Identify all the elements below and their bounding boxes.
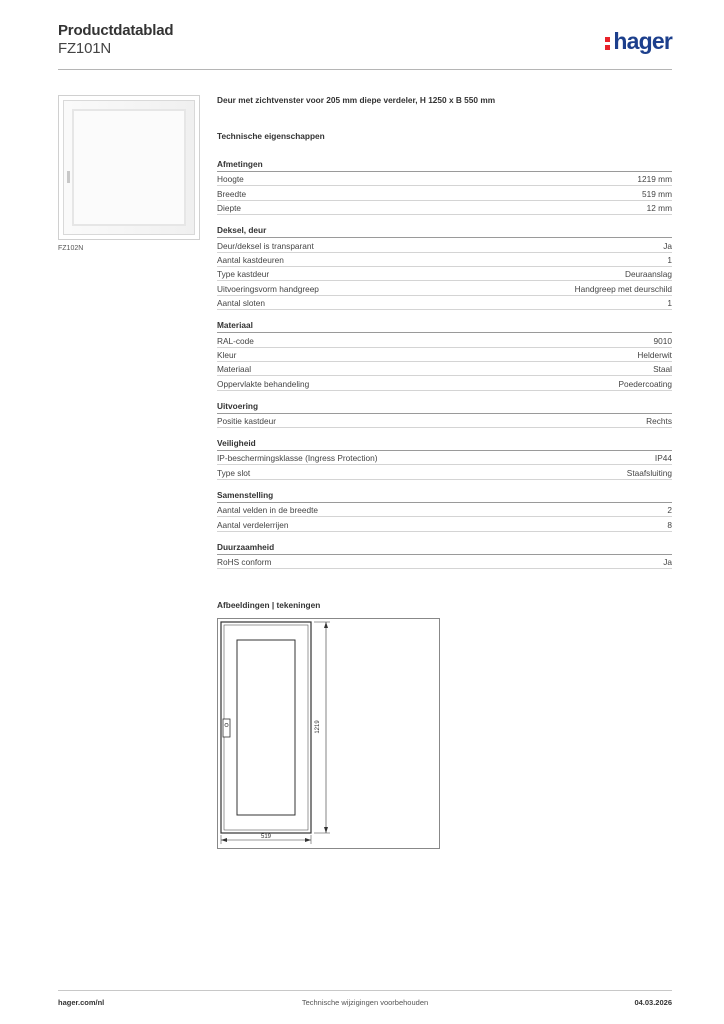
spec-value: Staafsluiting: [626, 467, 672, 478]
spec-sections: [217, 159, 672, 569]
spec-label: Materiaal: [217, 364, 252, 375]
spec-row: [217, 281, 672, 295]
spec-value: 9010: [653, 335, 672, 346]
tech-heading: Technische eigenschappen: [217, 131, 325, 141]
window-outline: [237, 640, 295, 815]
spec-row: [217, 296, 672, 310]
spec-value: 8: [667, 519, 672, 530]
footer-divider: [58, 990, 672, 991]
spec-value: Ja: [663, 240, 672, 251]
spec-row: [217, 253, 672, 267]
spec-section: [217, 438, 672, 480]
spec-label: RAL-code: [217, 335, 254, 346]
spec-label: Positie kastdeur: [217, 416, 277, 427]
door-window: [72, 109, 186, 226]
spec-row: [217, 451, 672, 465]
spec-section: [217, 542, 672, 569]
spec-value: Handgreep met deurschild: [574, 283, 672, 294]
spec-row: [217, 503, 672, 517]
lock-icon: [223, 719, 230, 737]
logo-text: hager: [613, 28, 672, 54]
spec-row: [217, 517, 672, 531]
spec-label: Type slot: [217, 467, 251, 478]
spec-value: Deuraanslag: [624, 269, 672, 280]
spec-row: [217, 201, 672, 215]
spec-section: [217, 225, 672, 310]
document-title: Productdatablad: [58, 22, 174, 39]
spec-value: 519 mm: [642, 188, 672, 199]
spec-section: [217, 159, 672, 215]
spec-section: [217, 490, 672, 532]
specifications: [217, 95, 672, 579]
spec-value: 12 mm: [646, 203, 672, 214]
page-header: [58, 22, 672, 70]
logo-mark-icon: [605, 33, 610, 50]
spec-label: Type kastdeur: [217, 269, 270, 280]
spec-label: Aantal velden in de breedte: [217, 505, 319, 516]
door-outline: [221, 622, 311, 833]
spec-label: Hoogte: [217, 174, 244, 185]
spec-label: Aantal sloten: [217, 298, 265, 309]
spec-row: [217, 376, 672, 390]
spec-label: Aantal kastdeuren: [217, 254, 284, 265]
door-image: [63, 100, 195, 235]
spec-value: Ja: [663, 557, 672, 568]
section-title: Afmetingen: [217, 159, 672, 172]
spec-section: [217, 320, 672, 391]
spec-label: Diepte: [217, 203, 241, 214]
drawings-title: Afbeeldingen | tekeningen: [217, 600, 321, 610]
section-title: Samenstelling: [217, 490, 672, 503]
spec-label: RoHS conform: [217, 557, 272, 568]
spec-value: 1: [667, 254, 672, 265]
spec-row: [217, 414, 672, 428]
technical-drawing: [217, 618, 440, 849]
spec-value: Helderwit: [637, 349, 672, 360]
spec-row: [217, 172, 672, 186]
thumbnail-caption: FZ102N: [58, 245, 84, 252]
spec-value: Rechts: [646, 416, 672, 427]
spec-row: [217, 267, 672, 281]
section-title: Veiligheid: [217, 438, 672, 451]
spec-label: Breedte: [217, 188, 247, 199]
product-thumbnail: [58, 95, 200, 240]
spec-label: Aantal verdelerrijen: [217, 519, 289, 530]
spec-row: [217, 348, 672, 362]
section-title: Duurzaamheid: [217, 542, 672, 555]
width-label: 519: [260, 834, 272, 840]
spec-row: [217, 333, 672, 347]
spec-row: [217, 186, 672, 200]
spec-value: 2: [667, 505, 672, 516]
spec-value: 1: [667, 298, 672, 309]
spec-row: [217, 465, 672, 479]
spec-row: [217, 238, 672, 252]
spec-value: Staal: [653, 364, 672, 375]
footer-website-link[interactable]: hager.com/nl: [58, 998, 105, 1007]
section-title: Materiaal: [217, 320, 672, 333]
spec-label: Kleur: [217, 349, 237, 360]
spec-row: [217, 555, 672, 569]
section-title: Uitvoering: [217, 401, 672, 414]
product-code: FZ101N: [58, 40, 111, 57]
spec-section: [217, 401, 672, 428]
section-title: Deksel, deur: [217, 225, 672, 238]
spec-value: IP44: [654, 453, 672, 464]
spec-label: Uitvoeringsvorm handgreep: [217, 283, 319, 294]
spec-label: IP-beschermingsklasse (Ingress Protection): [217, 453, 378, 464]
spec-row: [217, 362, 672, 376]
footer-disclaimer: Technische wijzigingen voorbehouden: [301, 998, 429, 1007]
product-description: Deur met zichtvenster voor 205 mm diepe verdeler, H 1250 x B 550 mm: [217, 95, 496, 105]
footer-date: 04.03.2026: [634, 998, 672, 1007]
drawing-svg: [218, 619, 439, 848]
hager-logo: [605, 28, 672, 55]
spec-label: Oppervlakte behandeling: [217, 378, 310, 389]
door-handle-icon: [67, 171, 70, 183]
height-label: 1219: [315, 720, 321, 734]
spec-value: Poedercoating: [618, 378, 672, 389]
spec-label: Deur/deksel is transparant: [217, 240, 314, 251]
spec-value: 1219 mm: [637, 174, 672, 185]
